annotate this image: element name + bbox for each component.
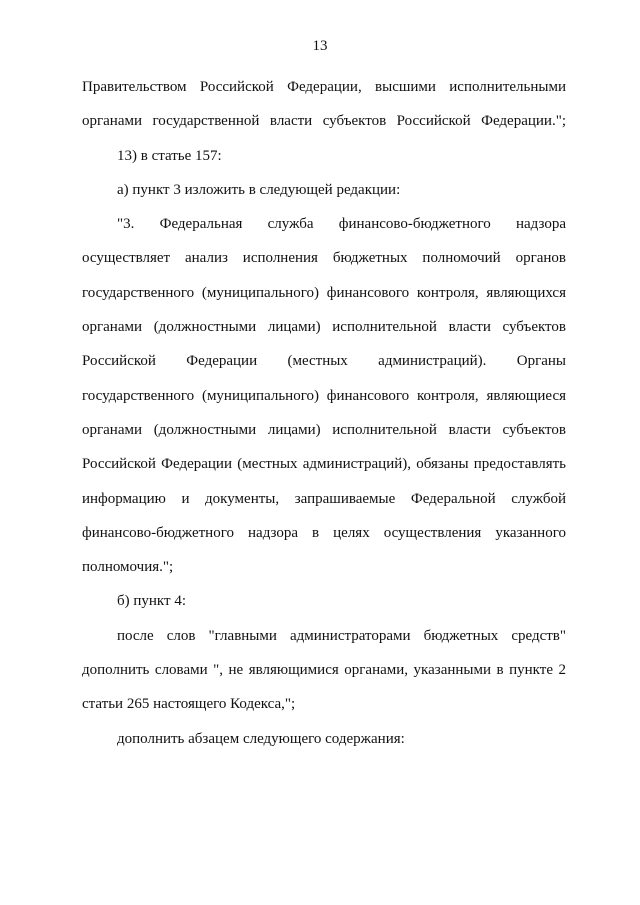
- page-number: 13: [312, 38, 328, 54]
- text-line: государственного (муниципального) финансового контроля, являющиеся: [82, 387, 566, 404]
- text-line: Правительством Российской Федерации, высшими исполнительными: [82, 79, 566, 95]
- text-line: дополнить словами ", не являющимися органами, указанными в пункте 2: [82, 662, 566, 679]
- text-line: дополнить абзацем следующего содержания:: [117, 730, 405, 747]
- text-line: государственного (муниципального) финансового контроля, являющихся: [82, 284, 566, 301]
- text-line: органами государственной власти субъектов Российской Федерации.";: [82, 113, 566, 130]
- text-line: информацию и документы, запрашиваемые Федеральной службой: [82, 490, 566, 507]
- text-line: Российской Федерации (местных администраций), обязаны предоставлять: [82, 456, 566, 473]
- text-line: б) пункт 4:: [117, 593, 186, 610]
- text-line: после слов "главными администраторами бюджетных средств": [117, 627, 566, 644]
- text-line: "3. Федеральная служба финансово-бюджетного надзора: [117, 216, 566, 233]
- document-body: [82, 70, 566, 756]
- text-line: статьи 265 настоящего Кодекса,";: [82, 696, 296, 713]
- text-line: органами (должностными лицами) исполнительной власти субъектов: [82, 319, 566, 336]
- text-line: а) пункт 3 изложить в следующей редакции:: [117, 181, 401, 198]
- text-line: полномочия.";: [82, 559, 174, 576]
- text-line: финансово-бюджетного надзора в целях осуществления указанного: [82, 524, 566, 541]
- text-line: осуществляет анализ исполнения бюджетных полномочий органов: [82, 250, 566, 267]
- text-line: органами (должностными лицами) исполнительной власти субъектов: [82, 421, 566, 438]
- text-line: Российской Федерации (местных администраций). Органы: [82, 353, 566, 370]
- text-line: 13) в статье 157:: [117, 147, 222, 164]
